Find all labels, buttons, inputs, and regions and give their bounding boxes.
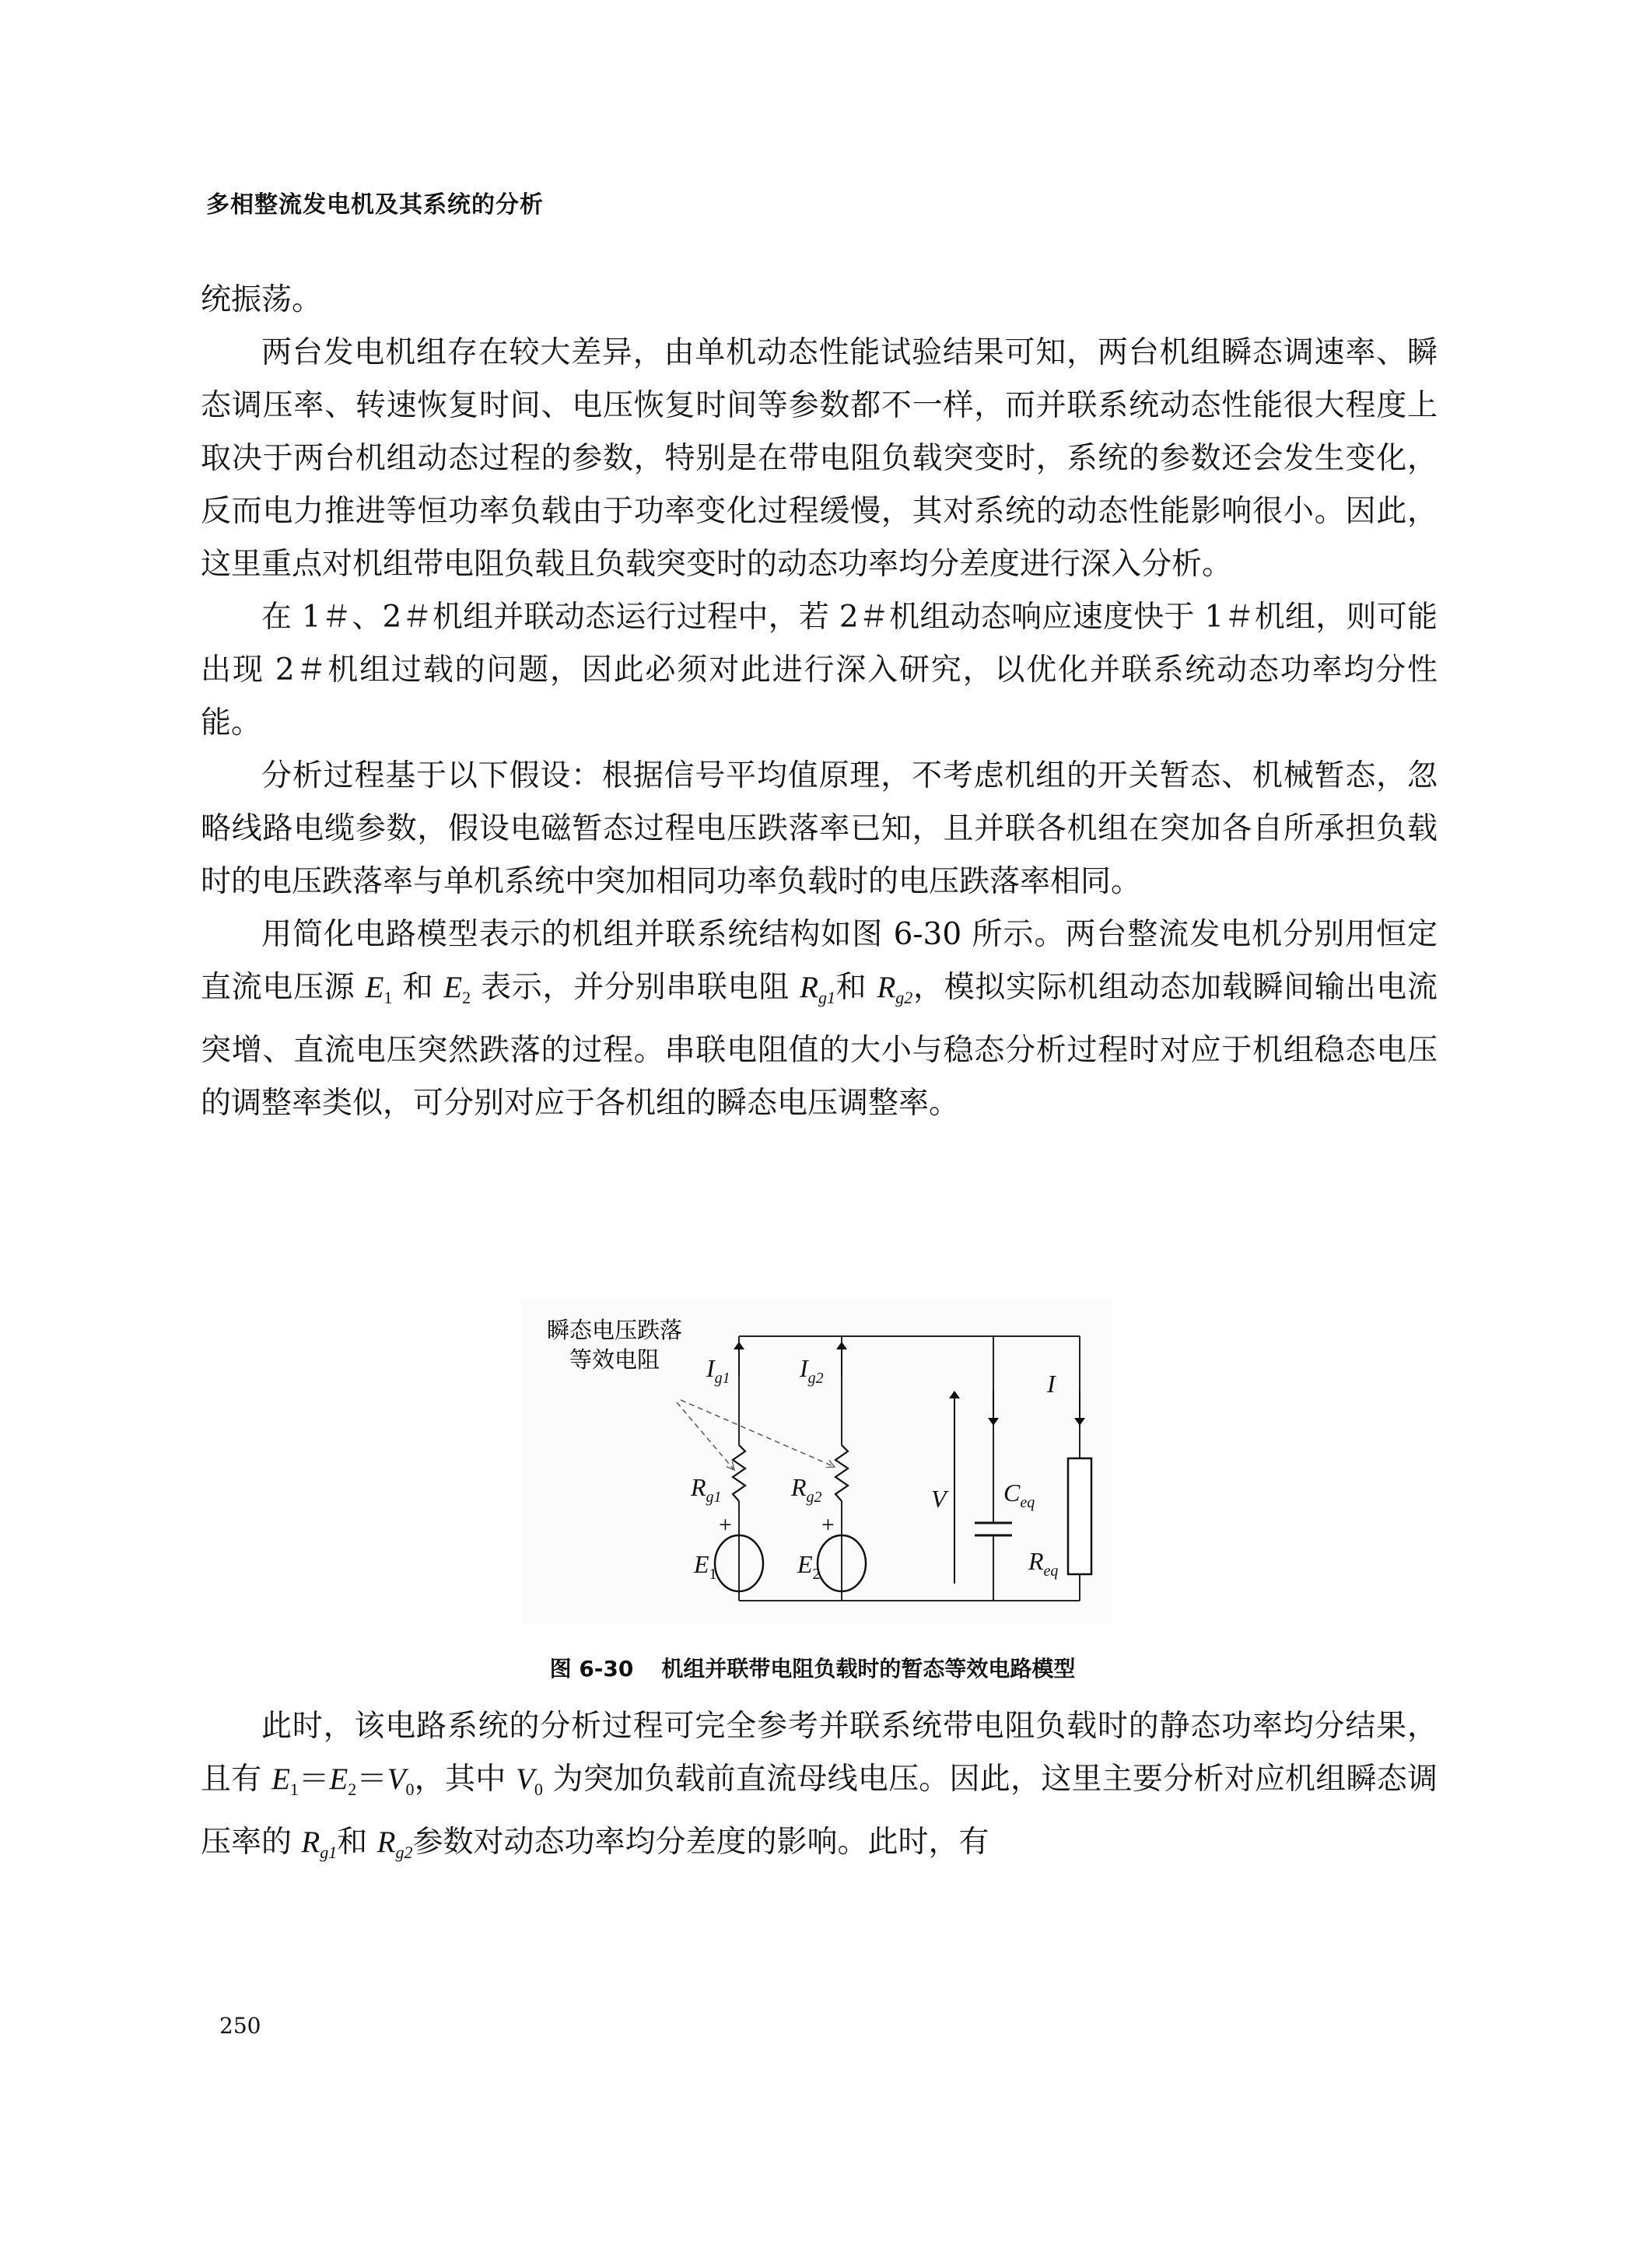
circuit-diagram [521, 1297, 1112, 1624]
label-e2: $E_2$ [797, 1550, 821, 1583]
math-E2: $E_2$ [443, 971, 471, 1007]
p5-and: 和 [337, 1825, 377, 1860]
paragraph-4 [201, 908, 1438, 1130]
equals-sign: ＝ [298, 1762, 330, 1797]
paragraph-1: 两台发电机组存在较大差异，由单机动态性能试验结果可知，两台机组瞬态调速率、瞬态调压率、转速恢复时间、电压恢复时间等参数都不一样，而并联系统动态性能很大程度上取决于两台机组动态过程的参数，特别是在带电阻负载突变时，系统的参数还会发生变化，反而电力推进等恒功率负载由于功率变化过程缓慢，其对系统的动态性能影响很小。因此，这里重点对机组带电阻负载且负载突变时的动态功率均分差度进行深入分析。 [201, 335, 1438, 582]
text-block-upper [201, 274, 1438, 1130]
paragraph-2: 在 1＃、2＃机组并联动态运行过程中，若 2＃机组动态响应速度快于 1＃机组，则可能出现 2＃机组过载的问题，因此必须对此进行深入研究，以优化并联系统动态功率均分性能。 [201, 600, 1438, 740]
label-voltage: V [931, 1485, 947, 1513]
p5-text-3: 为突加负载前直流母线电压。因此，这里主要分析对应机组瞬态调压率的 [201, 1762, 1438, 1860]
math-V0: $V_0$ [387, 1762, 415, 1799]
load-resistor-req [1068, 1458, 1091, 1574]
paragraph-3: 分析过程基于以下假设：根据信号平均值原理，不考虑机组的开关暂态、机械暂态，忽略线路电缆参数，假设电磁暂态过程电压跌落率已知，且并联各机组在突加各自所承担负载时的电压跌落率与单机系统中突加相同功率负载时的电压跌落率相同。 [201, 758, 1438, 899]
label-e1: $E_1$ [694, 1550, 717, 1583]
running-header-title: 多相整流发电机及其系统的分析 [206, 191, 544, 219]
label-rg2: $R_{g2}$ [791, 1473, 822, 1506]
math-Rg2: $R_{g2}$ [376, 1825, 413, 1862]
math-V0: $V_0$ [516, 1762, 543, 1799]
label-ceq: $C_{eq}$ [1003, 1479, 1035, 1511]
plus-sign-e1: + [719, 1512, 732, 1538]
equals-sign: ＝ [356, 1762, 387, 1797]
p5-text-4: 参数对动态功率均分差度的影响。此时，有 [412, 1825, 989, 1860]
figure-caption-number: 图 6-30 [549, 1656, 634, 1682]
page-number: 250 [219, 2013, 261, 2039]
paragraph-continuation: 统振荡。 [201, 282, 323, 317]
math-E2: $E_2$ [329, 1762, 357, 1799]
p4-text-2: 表示，并分别串联电阻 [471, 970, 800, 1005]
math-Rg1: $R_{g1}$ [301, 1825, 338, 1862]
label-req: $R_{eq}$ [1028, 1547, 1059, 1580]
p4-and-1: 和 [392, 970, 444, 1005]
math-Rg2: $R_{g2}$ [877, 971, 913, 1007]
math-Rg1: $R_{g1}$ [800, 971, 835, 1007]
p4-text-1: 用简化电路模型表示的机组并联系统结构如图 6-30 所示。两台整流发电机分别用恒定直流电压源 [201, 917, 1438, 1005]
p5-text-1: 此时，该电路系统的分析过程可完全参考并联系统带电阻负载时的静态功率均分结果，且有 [201, 1709, 1438, 1797]
p5-text-2: ，其中 [414, 1762, 517, 1797]
label-load-current: I [1047, 1370, 1056, 1398]
p4-text-3: ，模拟实际机组动态加载瞬间输出电流突增、直流电压突然跌落的过程。串联电阻值的大小与稳态分析过程时对应于机组稳态电压的调整率类似，可分别对应于各机组的瞬态电压调整率。 [201, 970, 1438, 1121]
figure-caption-text: 机组并联带电阻负载时的暂态等效电路模型 [661, 1656, 1076, 1682]
annotation-label-line2: 等效电阻 [569, 1346, 660, 1373]
label-rg1: $R_{g1}$ [691, 1473, 722, 1506]
math-E1: $E_1$ [271, 1762, 299, 1799]
math-E1: $E_1$ [365, 971, 393, 1007]
figure-caption [0, 1652, 1625, 1683]
label-ig2: $I_{g2}$ [800, 1354, 824, 1387]
label-ig1: $I_{g1}$ [706, 1354, 730, 1387]
annotation-label-line1: 瞬态电压跌落 [546, 1317, 683, 1343]
p4-and-2: 和 [835, 970, 877, 1005]
text-block-lower [201, 1700, 1438, 1879]
circuit-diagram-figure [521, 1297, 1112, 1624]
paragraph-5 [201, 1700, 1438, 1879]
plus-sign-e2: + [821, 1512, 835, 1538]
